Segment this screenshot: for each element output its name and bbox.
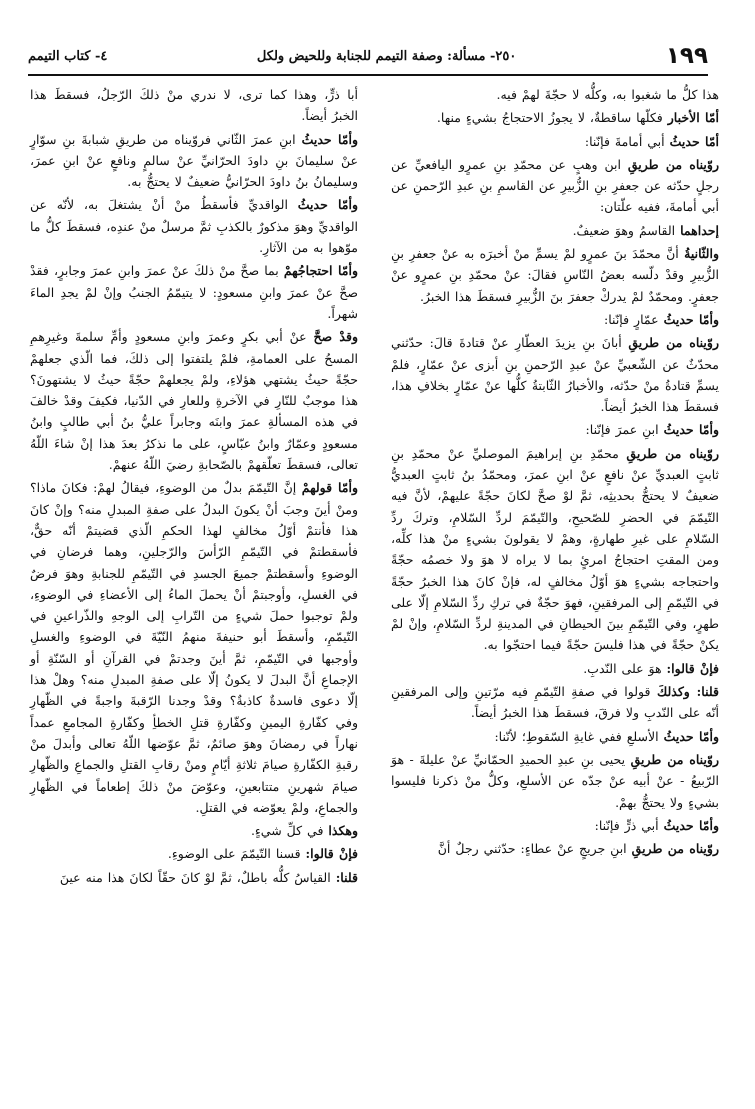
header-rule [28, 74, 708, 76]
paragraph: وأمّا احتجاجُهمْ بما صحَّ منْ ذلكَ عنْ عمرَ وابنِ عمرَ وجابرٍ، فقدْ صحَّ عنْ عمرَ وابنِ مسعودٍ: لا يتيمّمُ الجنبُ وإنْ لمْ يجدِ الماءَ شهراً. [30, 263, 358, 321]
paragraph: فإنْ قالوا: هوَ على النّدبِ. [583, 660, 719, 676]
paragraph: والثّانيةُ أنَّ محمّدَ بنَ عمرٍو لمْ يسمِّ منْ أخبرَه به عنْ جعفرِ بنِ الزُّبيرِ وقدْ دلّسه بعضُ النّاسِ فقالَ: عنْ محمّدِ بنِ عمرٍو عنْ جعفرٍ. ومحمّدٌ لمْ يدركْ جعفرَ بنَ الزُّبيرِ فسقطَ هذا الخبرُ. [391, 246, 719, 304]
page-number: ١٩٩ [665, 43, 708, 69]
paragraph: روّيناه من طريقِ محمّدِ بنِ إبراهيمَ الموصليِّ عنْ محمّدِ بنِ ثابتٍ العبديِّ عنْ نافعٍ عنْ ابنِ عمرَ، ومحمّدُ بنُ ثابتٍ العبديُّ ضعيفٌ لا يحتجُّ بحديثِه، ثمَّ لوْ صحَّ لكانَ حجّةً عليهمْ، لأنَّ فيه التّيمّمَ في الحضرِ للصّحيحِ، والتّيمّمَ لردِّ السّلامِ، وتركَ ردِّ السّلامِ على غيرِ طهارةٍ، وهمْ لا يقولونَ بشيءٍ منْ هذا كلِّه، ومن المقتِ احتجاجُ امرئٍ بما لا يراه لا هوَ ولا خصمُه حجّةً واحتجاجه بشيءٍ هوَ أوّلُ مخالفٍ له، فإنْ كانَ هذا الخبرُ حجّةً في التّيمّمِ إلى المرفقينِ، فهوَ حجّةٌ في تركِ ردِّ السّلامِ إلّا على طهرٍ، وفي التّيمّمِ بينَ الحيطانِ في المدينةِ لردِّ السّلامِ، وإنْ لمْ يكنْ حجّةً في هذا فليسَ حجّةً فيما احتجّوا به. [391, 445, 719, 653]
right-text-column [391, 84, 719, 861]
paragraph: قلنا: وكذلكَ قولوا في صفةِ التّيمّمِ فيه مرّتينِ وإلى المرفقينِ أنّه على النّدبِ ولا فرقَ، فسقطَ هذا الخبرُ أيضاً. [391, 684, 719, 721]
paragraph: وأمّا حديثُ أبي ذرٍّ فإنّنا: [594, 817, 719, 833]
paragraph: إحداهما القاسمُ وهوَ ضعيفٌ. [572, 222, 719, 238]
paragraph: وأمّا حديثُ عمّارٍ فإنّنا: [604, 311, 719, 327]
paragraph: روّيناه من طريقِ ابنِ جريجٍ عنْ عطاءٍ: حدّثني رجلٌ أنَّ [437, 841, 719, 857]
paragraph: أمّا حديثُ أبي أمامةَ فإنّنا: [584, 133, 719, 149]
left-text-column [30, 84, 358, 890]
paragraph: هذا كلُّ ما شغبوا به، وكلُّه لا حجّةَ لهمْ فيه. [496, 87, 719, 102]
paragraph: وأمّا حديثُ الأسلعِ ففي غايةِ السّقوطِ؛ لأنّنا: [494, 728, 719, 744]
paragraph: وأمّا حديثُ الواقديِّ فأسقطُ منْ أنْ يشتغلَ به، لأنّه عن الواقديِّ وهوَ مذكورٌ بالكذبِ ثمَّ مرسلٌ منْ عندِه، فسقطَ كلُّ ما موّهوا به من الآثارِ. [30, 197, 358, 256]
paragraph: روّيناه من طريقِ أبانَ بنِ يزيدَ العطّارِ عنْ قتادةَ قالَ: حدّثني محدّثٌ عن الشّعبيِّ عنْ عبدِ الرّحمنِ بنِ أبزى عنْ عمّارٍ، فلمْ يسمِّ قتادةُ منْ حدّثه، والأخبارُ الثّابتةُ كلُّها عنْ عمّارٍ بخلافِ هذا، فسقطَ هذا الخبرُ أيضاً. [391, 335, 719, 415]
paragraph: فإنْ قالوا: قسنا التّيمّمَ على الوضوءِ. [167, 846, 358, 862]
chapter-title: ٤- كتاب التيمم [28, 48, 108, 64]
paragraph: روّيناه من طريقِ يحيى بنِ عبدِ الحميدِ الحمّانيِّ عنْ عليلةَ - هوَ الرّبيعُ - عنْ أبيه عنْ جدّه عن الأسلعِ، وكلُّ منْ ذكرنا فليسوا بشيءٍ ولا يحتجُّ بهمْ. [391, 751, 719, 810]
paragraph: وأمّا قولهمْ إنَّ التّيمّمَ بدلٌ من الوضوءِ، فيقالُ لهمْ: فكانَ ماذا؟ ومنْ أينَ وجبَ أنْ يكونَ البدلُ على صفةِ المبدلِ منه؟ وإنْ كانَ هذا فأنتمْ أوّلُ مخالفٍ لهذا الحكمِ الّذي قضيتمْ أنّه حقٌّ، فأسقطتمْ في التّيمّمِ الرّأسَ والرّجلينِ، وهما فرضانِ في الوضوءِ وأسقطتمْ جميعَ الجسدِ في التّيمّمِ للجنابةِ وهوَ فرضٌ في الغسلِ، وأوجبتمْ أنْ يحملَ الماءُ إلى الأعضاءِ في الوضوءِ، ولمْ توجبوا حملَ شيءٍ من التّرابِ إلى الوجهِ والذّراعينِ في التّيمّمِ، وأسقطَ أبو حنيفةَ منهمُ النّيّةَ في الوضوءِ والغسلِ وأوجبها في التّيمّمِ، ثمَّ أينَ وجدتمْ في القرآنِ أو السّنّةِ أو الإجماعِ أنَّ البدلَ لا يكونُ إلّا على صفةِ المبدلِ منه؟ وهلْ هذا إلّا دعوى فاسدةٌ كاذبةٌ؟ وقدْ وجدنا الرّقبةَ واجبةً في الظّهارِ وفي كفّارةِ اليمينِ وكفّارةِ قتلِ الخطأِ وكفّارةِ المجامعِ عمداً نهاراً في رمضانَ وهوَ صائمٌ، ثمَّ عوّضها اللّهُ تعالى وأبدلَ منْ رقبةِ الكفّارةِ صيامَ ثلاثةِ أيّامٍ ومنْ رقابِ القتلِ والجماعِ والظّهارِ صيامَ شهرينِ متتابعينِ، وعوّضَ منْ ذلكَ إطعاماً في الظّهارِ والجماعِ، ولمْ يعوّضه في القتلِ. [30, 480, 359, 815]
paragraph: وهكذا في كلِّ شيءٍ. [250, 823, 358, 839]
paragraph: قلنا: القياسُ كلُّه باطلٌ، ثمَّ لوْ كانَ حقّاً لكانَ هذا منه عينَ [59, 869, 358, 885]
paragraph: أبا ذرٍّ، وهذا كما ترى، لا ندري منْ ذلكَ الرّجلُ، فسقطَ هذا الخبرُ أيضاً. [30, 87, 358, 124]
paragraph: وأمّا حديثُ ابنِ عمرَ الثّاني فروّيناه من طريقِ شبابةَ بنِ سوّارٍ عنْ سليمانَ بنِ داودَ الحرّانيِّ عنْ سالمٍ ونافعٍ عنْ ابنِ عمرَ، وسليمانُ بنُ داودَ الحرّانيُّ ضعيفٌ لا يحتجُّ به. [30, 131, 358, 190]
paragraph: وأمّا حديثُ ابنِ عمرَ فإنّنا: [585, 422, 719, 438]
page-header [28, 40, 708, 72]
section-title: ٢٥٠- مسألة: وصفة التيمم للجنابة وللحيض ولكل [256, 48, 517, 64]
paragraph: روّيناه من طريقِ ابن وهبٍ عن محمّدِ بنِ عمرٍو اليافعيِّ عن رجلٍ حدّثه عن جعفرِ بنِ الزُّبيرِ عن القاسمِ بنِ عبدِ الرّحمنِ عن أبي أمامةَ، ففيه علّتان: [391, 156, 719, 215]
paragraph: وقدْ صحَّ عنْ أبي بكرٍ وعمرَ وابنِ مسعودٍ وأمِّ سلمةَ وغيرِهمِ المسحُ على العمامةِ، فلمْ يلتفتوا إلى ذلكَ، فما الّذي جعلهمْ حجّةً حيثُ يشتهي هؤلاءِ، ولمْ يجعلهمْ حجّةً حيثُ لا يشتهونَ؟ هذا موجبٌ للنّارِ في الآخرةِ وللعارِ في الدّنيا، فكيفَ وقدْ خالفَ في هذه المسألةِ عمرَ وابنَه وجابراً عليُّ بنُ أبي طالبٍ وابنُ مسعودٍ وعمّارٌ وابنُ عبّاسٍ، على ما نذكرُ بعدَ هذا إنْ شاءَ اللّهُ تعالى، فسقطَ تعلّقهمْ بالصّحابةِ رضيَ اللّهُ عنهمْ. [30, 329, 358, 473]
paragraph: أمّا الأخبار فكلّها ساقطةٌ، لا يجوزُ الاحتجاجُ بشيءٍ منها. [436, 110, 719, 126]
